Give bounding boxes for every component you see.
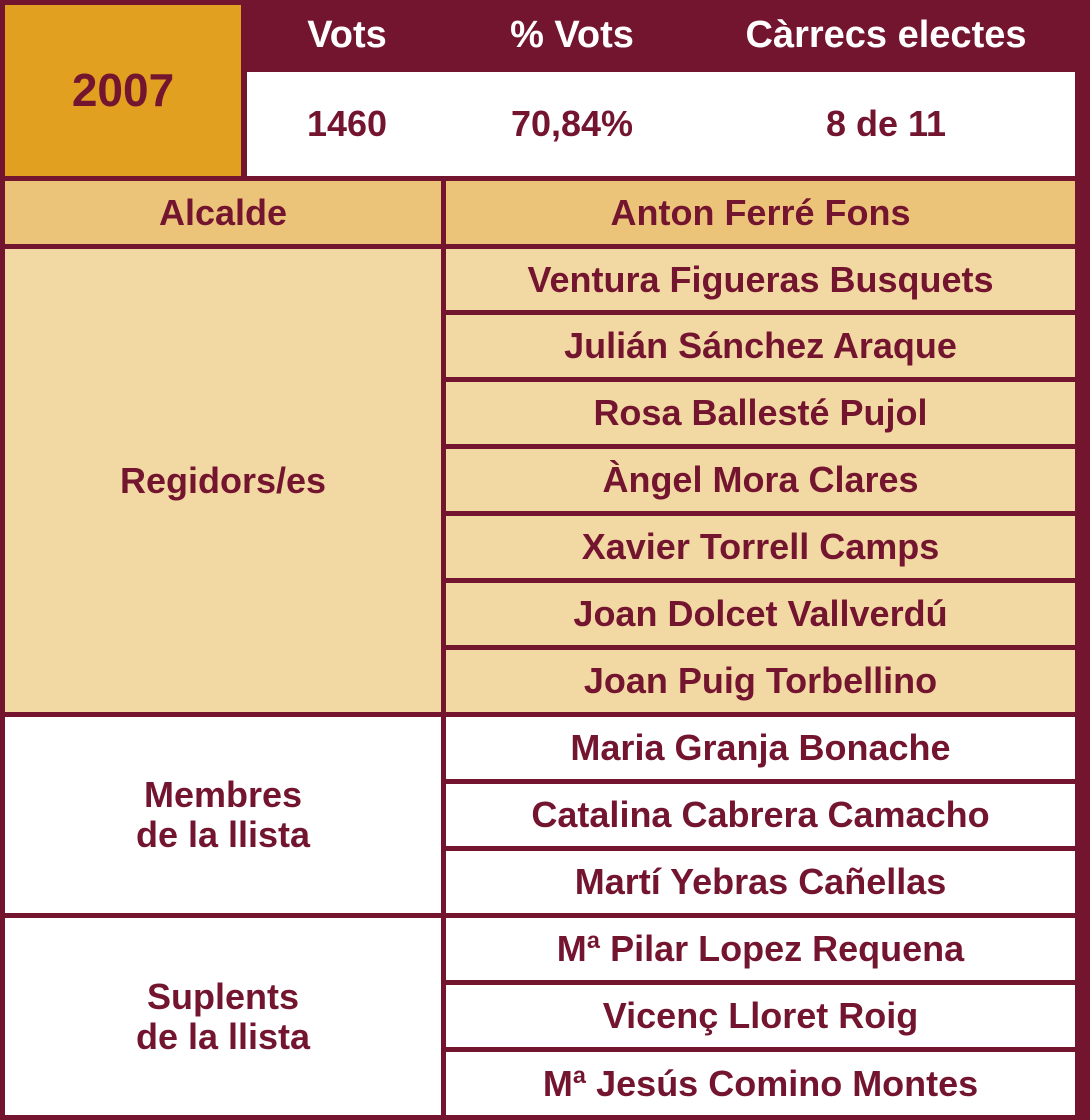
value-vots: 1460 [247, 72, 447, 176]
suplents-label [5, 918, 441, 1115]
header-carrecs-electes: Càrrecs electes [745, 14, 1027, 57]
regidor-name: Àngel Mora Clares [446, 449, 1075, 511]
header-percent-vots: % Vots [510, 14, 634, 57]
header-vots: Vots [307, 14, 387, 57]
alcalde-label: Alcalde [5, 181, 441, 244]
suplent-name: Mª Jesús Comino Montes [446, 1052, 1075, 1115]
membres-label [5, 717, 441, 913]
year-cell [5, 5, 241, 176]
suplent-name: Mª Pilar Lopez Requena [446, 918, 1075, 980]
membre-name: Maria Granja Bonache [446, 717, 1075, 779]
regidor-name: Ventura Figueras Busquets [446, 249, 1075, 310]
suplents-label-line2: de la llista [135, 1015, 311, 1057]
alcalde-name: Anton Ferré Fons [446, 181, 1075, 244]
value-carrecs-electes: 8 de 11 [697, 72, 1075, 176]
regidor-name: Xavier Torrell Camps [446, 516, 1075, 578]
suplents-label-line1: Suplents [146, 975, 299, 1017]
membres-label-line1: Membres [143, 774, 303, 816]
membres-label-line2: de la llista [135, 814, 311, 855]
regidor-name: Joan Dolcet Vallverdú [446, 583, 1075, 645]
value-percent-vots: 70,84% [447, 72, 697, 176]
regidor-name: Julián Sánchez Araque [446, 315, 1075, 377]
regidor-name: Rosa Ballesté Pujol [446, 382, 1075, 444]
membre-name: Martí Yebras Cañellas [446, 851, 1075, 913]
suplent-name: Vicenç Lloret Roig [446, 985, 1075, 1047]
year-label: 2007 [71, 64, 175, 117]
regidor-name: Joan Puig Torbellino [446, 650, 1075, 712]
regidors-label: Regidors/es [5, 249, 441, 712]
membre-name: Catalina Cabrera Camacho [446, 784, 1075, 846]
